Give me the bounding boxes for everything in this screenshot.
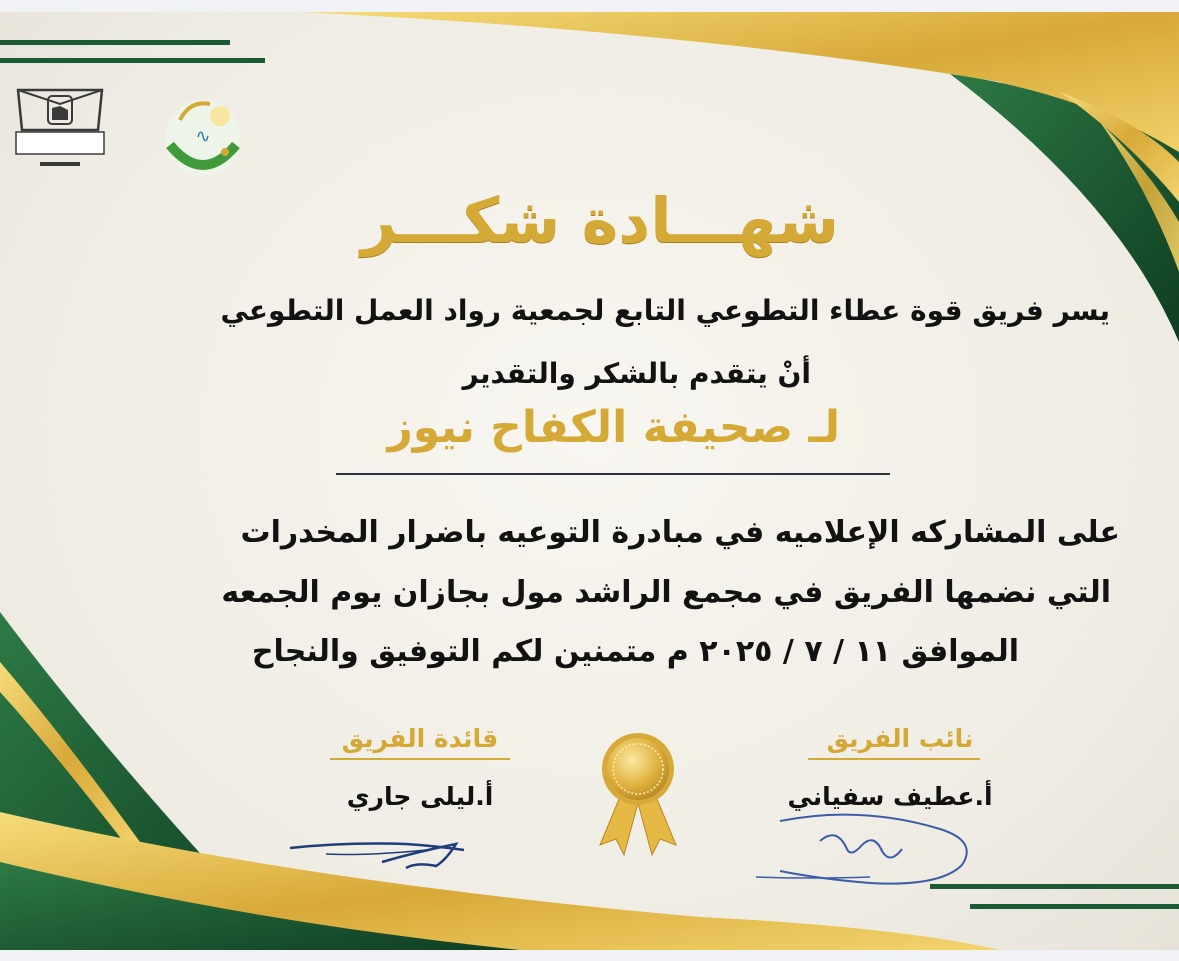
top-left-line — [0, 40, 230, 45]
gold-medal-icon — [590, 727, 686, 857]
body-line-1: على المشاركه الإعلاميه في مبادرة التوعيه باضرار المخدرات — [240, 515, 1120, 550]
left-signer-role: قائدة الفريق — [341, 724, 499, 753]
right-handwritten-signature — [750, 807, 980, 892]
intro-line-2: أنْ يتقدم بالشكر والتقدير — [462, 357, 811, 390]
svg-text:∿: ∿ — [195, 126, 211, 147]
certificate-paper — [0, 12, 1179, 950]
right-signer-role: نائب الفريق — [826, 724, 974, 753]
right-signer-name: أ.عطيف سفياني — [787, 782, 993, 811]
recipient-name: لـ صحيفة الكفاح نيوز — [387, 402, 840, 453]
bottom-right-line — [970, 904, 1179, 909]
right-role-underline — [808, 758, 980, 760]
body-line-3: الموافق ١١ / ٧ / ٢٠٢٥ م متمنين لكم التوفيق والنجاح — [251, 634, 1019, 669]
left-signer-name: أ.ليلى جاري — [346, 782, 494, 811]
left-handwritten-signature — [286, 832, 476, 882]
certificate-title: شهـــادة شكـــر — [361, 184, 839, 257]
left-role-underline — [330, 758, 510, 760]
association-emblem-icon — [150, 90, 256, 186]
intro-line-1: يسر فريق قوة عطاء التطوعي التابع لجمعية رواد العمل التطوعي — [220, 294, 1110, 327]
recipient-underline — [336, 473, 890, 475]
volunteer-hand-icon — [10, 82, 110, 182]
body-line-2: التي نضمها الفريق في مجمع الراشد مول بجازان يوم الجمعه — [221, 575, 1111, 610]
top-left-line — [0, 58, 265, 63]
